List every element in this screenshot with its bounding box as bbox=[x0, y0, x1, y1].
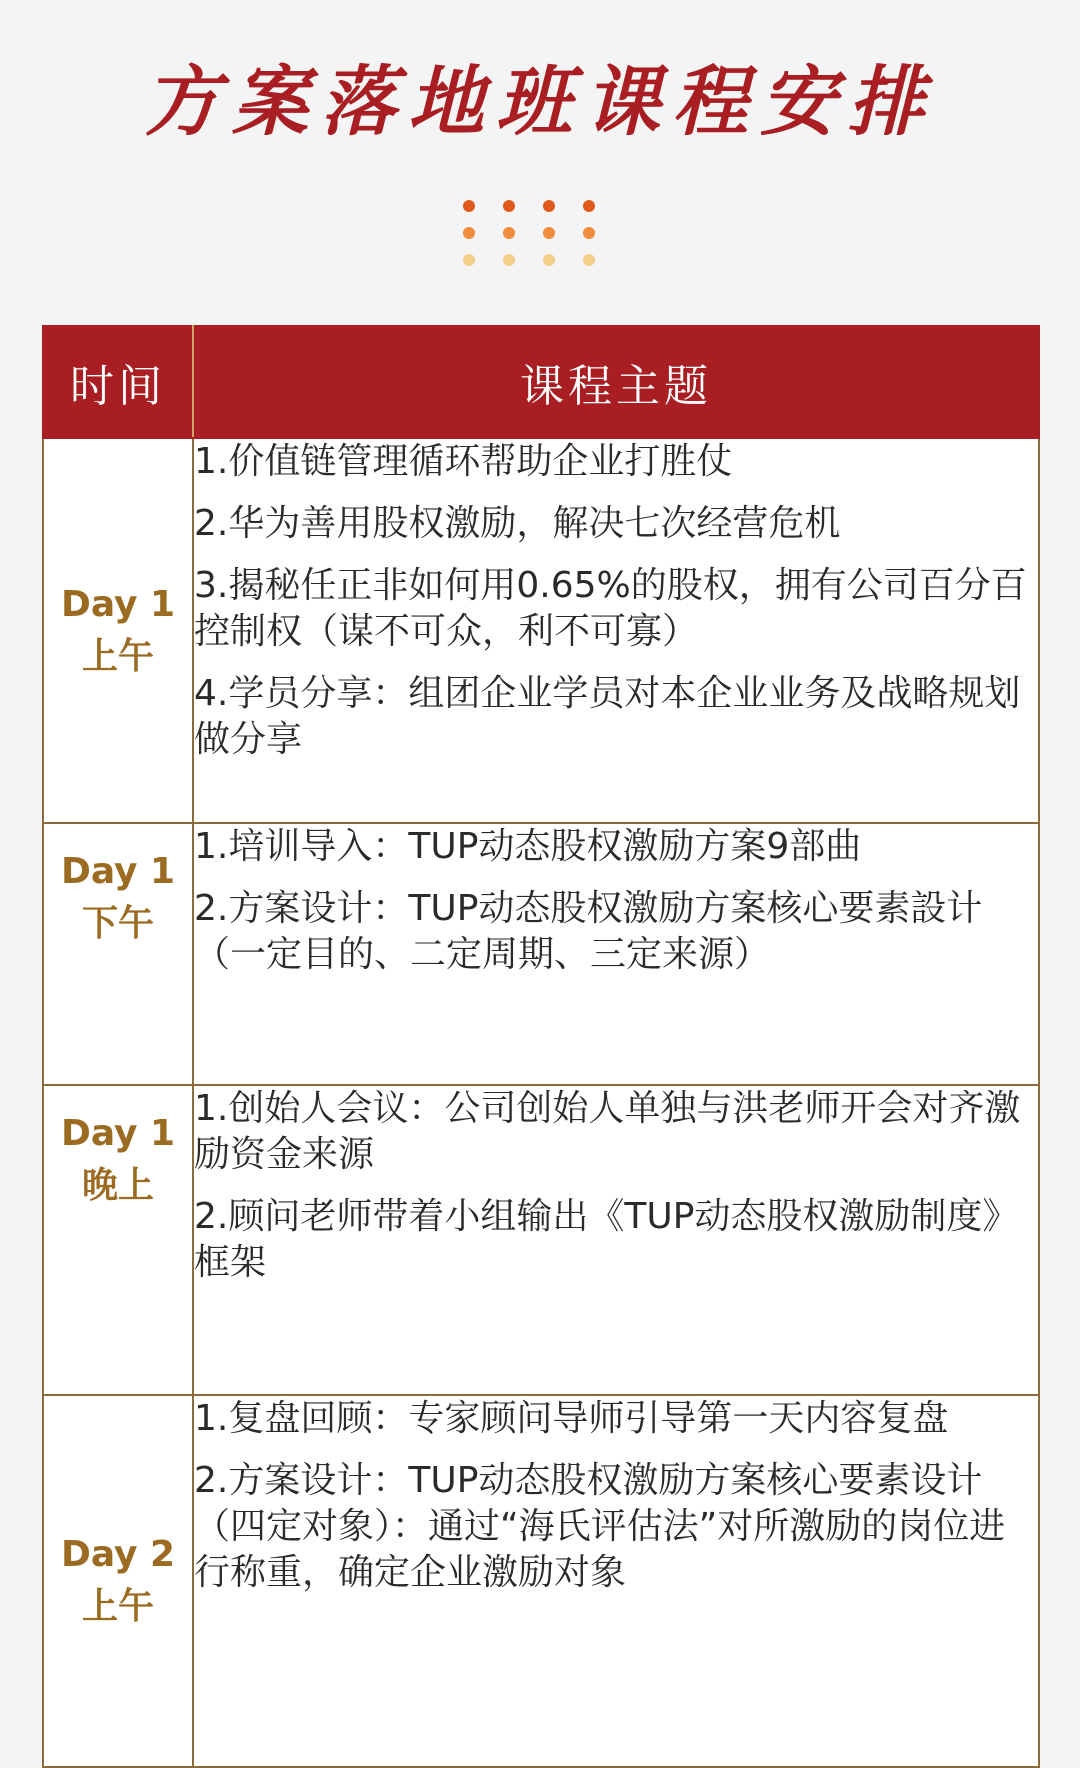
dot-icon bbox=[463, 254, 475, 266]
table-row bbox=[43, 438, 1039, 823]
topic-item: 1.价值链管理循环帮助企业打胜仗 bbox=[194, 441, 733, 482]
dot-icon bbox=[503, 254, 515, 266]
time-cell bbox=[43, 1395, 193, 1767]
topic-item: 2.方案设计：TUP动态股权激励方案核心要素設计（一定目的、二定周期、三定来源） bbox=[194, 888, 983, 975]
period-label: 下午 bbox=[81, 903, 154, 944]
time-cell bbox=[43, 823, 193, 1085]
period-label: 晚上 bbox=[81, 1165, 154, 1206]
time-cell bbox=[43, 438, 193, 823]
decorative-dots bbox=[0, 200, 1080, 270]
day-label: Day 2 bbox=[60, 1534, 176, 1575]
day-label: Day 1 bbox=[60, 851, 176, 892]
header-time: 时间 bbox=[43, 326, 193, 438]
period-label: 上午 bbox=[81, 635, 154, 677]
topic-cell bbox=[193, 823, 1039, 1085]
topic-item: 4.学员分享：组团企业学员对本企业业务及战略规划做分享 bbox=[194, 673, 1021, 760]
dot-icon bbox=[503, 227, 515, 239]
dot-icon bbox=[503, 200, 515, 212]
topic-item: 2.华为善用股权激励，解决七次经营危机 bbox=[194, 503, 841, 544]
dot-icon bbox=[543, 227, 555, 239]
day-label: Day 1 bbox=[60, 583, 176, 625]
table-row bbox=[43, 1085, 1039, 1395]
day-label: Day 1 bbox=[60, 1113, 176, 1154]
time-cell bbox=[43, 1085, 193, 1395]
dot-icon bbox=[583, 254, 595, 266]
topic-item: 1.培训导入：TUP动态股权激励方案9部曲 bbox=[194, 826, 862, 867]
period-label: 上午 bbox=[81, 1586, 154, 1627]
topic-item: 2.方案设计：TUP动态股权激励方案核心要素设计（四定对象）：通过“海氏评估法”对所激励的岗位进行称重，确定企业激励对象 bbox=[194, 1460, 1006, 1593]
page-title: 方案落地班课程安排 bbox=[144, 57, 936, 146]
table-row bbox=[43, 1395, 1039, 1767]
dot-icon bbox=[583, 200, 595, 212]
table-header-row bbox=[43, 326, 1039, 438]
topic-item: 1.创始人会议：公司创始人单独与洪老师开会对齐激励资金来源 bbox=[194, 1088, 1021, 1175]
dot-icon bbox=[583, 227, 595, 239]
dot-icon bbox=[543, 254, 555, 266]
dot-icon bbox=[463, 227, 475, 239]
header-topic: 课程主题 bbox=[193, 326, 1039, 438]
topic-cell bbox=[193, 438, 1039, 823]
topic-cell bbox=[193, 1085, 1039, 1395]
table-row bbox=[43, 823, 1039, 1085]
topic-cell bbox=[193, 1395, 1039, 1767]
topic-item: 1.复盘回顾：专家顾问导师引导第一天内容复盘 bbox=[194, 1398, 949, 1439]
dot-icon bbox=[463, 200, 475, 212]
topic-item: 2.顾问老师带着小组输出《TUP动态股权激励制度》框架 bbox=[194, 1196, 1019, 1283]
schedule-table bbox=[42, 325, 1040, 1768]
topic-item: 3.揭秘任正非如何用0.65%的股权，拥有公司百分百控制权（谋不可众，利不可寡） bbox=[194, 565, 1027, 652]
dot-icon bbox=[543, 200, 555, 212]
